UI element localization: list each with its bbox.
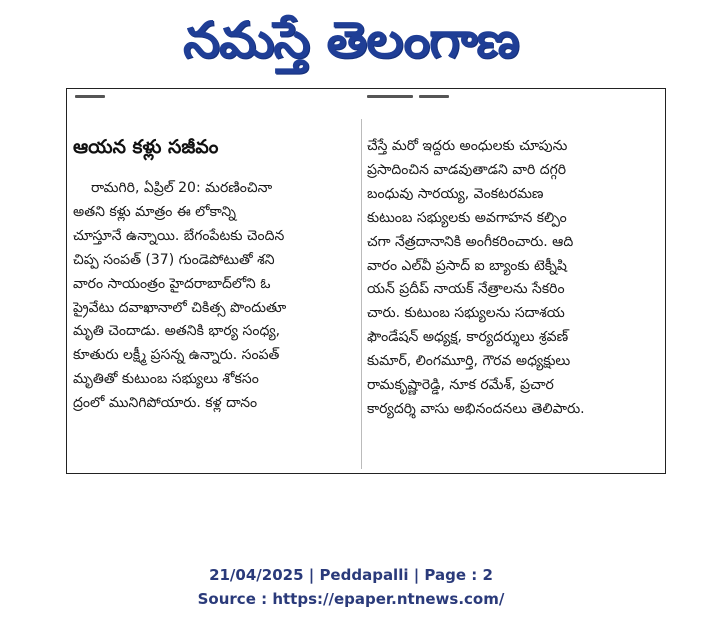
article-text-line: అతని కళ్లు మాత్రం ఈ లోకాన్ని	[73, 203, 236, 220]
right-column-body	[367, 135, 657, 422]
article-text-line: చిప్ప సంపత్ (37) గుండెపోటుతో శని	[73, 251, 275, 268]
newspaper-masthead	[0, 4, 702, 82]
footer-source: Source : https://epaper.ntnews.com/	[197, 590, 505, 608]
cut-text-fragment	[367, 95, 413, 98]
cut-text-fragment	[419, 95, 449, 98]
article-clipping	[66, 88, 666, 474]
article-text-line: మృతితో కుటుంబ సభ్యులు శోకసం	[73, 371, 259, 388]
article-text-line: ప్రైవేటు దవాఖానాలో చికిత్స పొందుతూ	[73, 299, 287, 316]
article-text-line: వారం సాయంత్రం హైదరాబాద్‌లోని ఓ	[73, 275, 271, 292]
masthead-title: నమస్తే తెలంగాణ	[183, 11, 519, 69]
article-text-line: చేస్తే మరో ఇద్దరు అంధులకు చూపును	[367, 138, 568, 154]
article-text-line: ఫౌండేషన్ అధ్యక్ష, కార్యదర్శులు శ్రవణ్	[367, 329, 569, 346]
article-headline: ఆయన కళ్లు సజీవం	[73, 136, 219, 158]
article-column-right	[367, 135, 657, 422]
column-divider	[361, 119, 362, 469]
left-column-body	[73, 177, 355, 416]
article-text-line: కుమార్, లింగమూర్తి, గౌరవ అధ్యక్షులు	[367, 353, 571, 370]
article-text-line: యన్ ప్రదీప్ నాయక్ నేత్రాలను సేకరిం	[367, 281, 565, 298]
article-text-line: ద్రంలో మునిగిపోయారు. కళ్ల దానం	[73, 395, 258, 412]
article-text-line: రామగిరి, ఏప్రిల్ 20: మరణించినా	[91, 180, 273, 196]
footer-date-edition: 21/04/2025 | Peddapalli | Page : 2	[209, 566, 493, 584]
article-text-line: బంధువు సారయ్య, వెంకటరమణ	[367, 185, 544, 202]
article-column-left	[73, 119, 355, 416]
cut-text-fragment	[75, 95, 105, 98]
article-text-line: కూతురు లక్ష్మీ ప్రసన్న ఉన్నారు. సంపత్	[73, 347, 280, 364]
article-text-line: ప్రసాదించిన వాడవుతాడని వారి దగ్గరి	[367, 161, 567, 178]
article-text-line: చారు. కుటుంబ సభ్యులను సదాశయ	[367, 305, 565, 322]
article-text-line: చూస్తూనే ఉన్నాయి. బేగంపేటకు చెందిన	[73, 227, 285, 244]
article-text-line: వారం ఎల్‌వీ ప్రసాద్ ఐ బ్యాంకు టెక్నీషి	[367, 257, 567, 274]
article-text-line: రామకృష్ణారెడ్డి, నూక రమేశ్, ప్రచార	[367, 377, 554, 394]
article-text-line: చగా నేత్రదానానికి అంగీకరించారు. ఆది	[367, 233, 574, 250]
article-text-line: కార్యదర్శి వాసు అభినందనలు తెలిపారు.	[367, 400, 585, 417]
article-text-line: మృతి చెందాడు. అతనికి భార్య సంధ్య,	[73, 323, 281, 340]
clipping-top-edge	[67, 89, 665, 111]
article-text-line: కుటుంబ సభ్యులకు అవగాహన కల్పిం	[367, 209, 567, 226]
